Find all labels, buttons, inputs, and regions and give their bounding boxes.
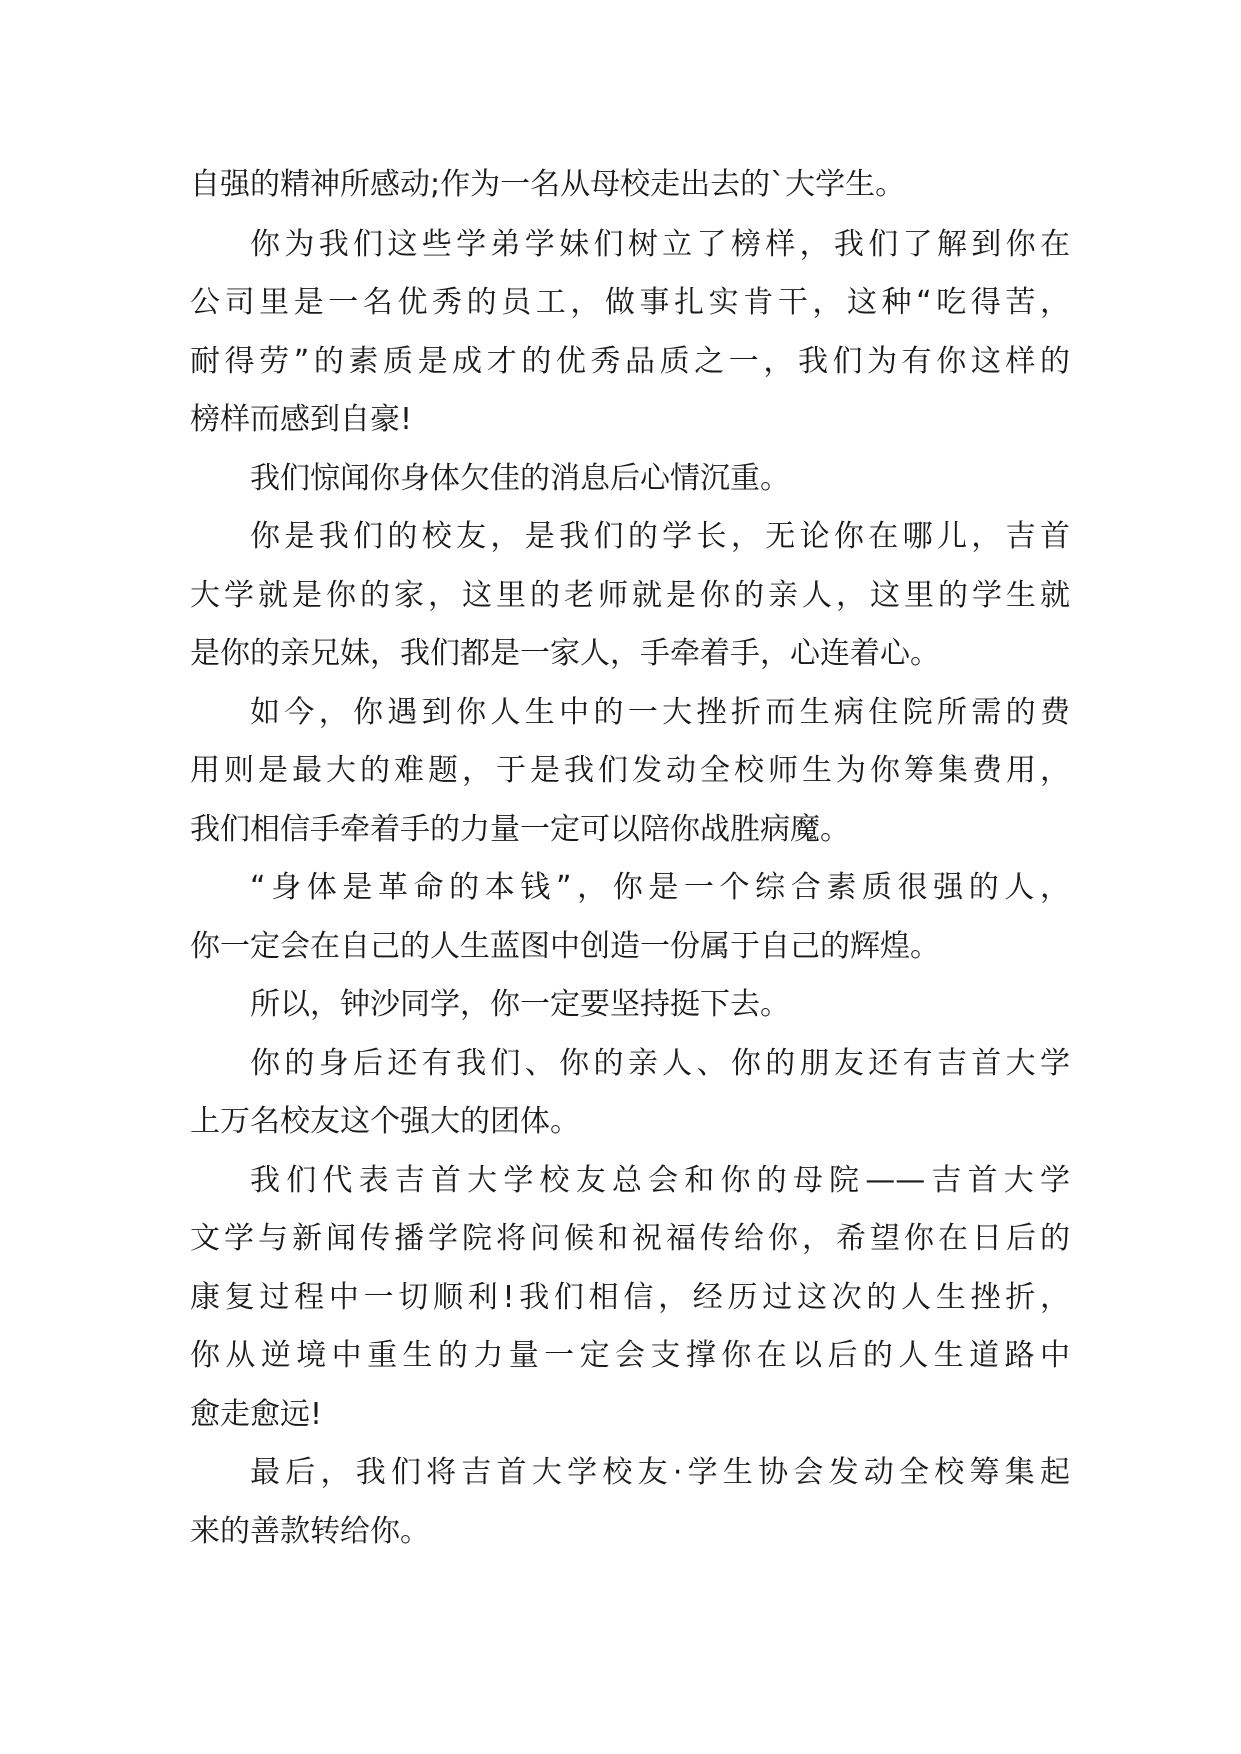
text-line: 榜样而感到自豪! bbox=[190, 402, 413, 437]
text-line: 你的身后还有我们、你的亲人、你的朋友还有吉首大学 bbox=[250, 1046, 1070, 1081]
text-line: 所以，钟沙同学，你一定要坚持挺下去。 bbox=[250, 987, 790, 1022]
text-line: 大学就是你的家，这里的老师就是你的亲人，这里的学生就 bbox=[190, 578, 1070, 613]
text-line: 公司里是一名优秀的员工，做事扎实肯干，这种“吃得苦， bbox=[190, 285, 1070, 320]
text-line: 自强的精神所感动;作为一名从母校走出去的`大学生。 bbox=[190, 167, 906, 202]
text-line: 你为我们这些学弟学妹们树立了榜样，我们了解到你在 bbox=[250, 227, 1070, 262]
text-line: 你一定会在自己的人生蓝图中创造一份属于自己的辉煌。 bbox=[190, 929, 940, 964]
text-line: 用则是最大的难题，于是我们发动全校师生为你筹集费用， bbox=[190, 753, 1070, 788]
text-line: 耐得劳”的素质是成才的优秀品质之一，我们为有你这样的 bbox=[190, 344, 1070, 379]
text-line: 文学与新闻传播学院将问候和祝福传给你，希望你在日后的 bbox=[190, 1221, 1070, 1256]
text-line: 康复过程中一切顺利!我们相信，经历过这次的人生挫折， bbox=[190, 1280, 1070, 1315]
text-line: 如今，你遇到你人生中的一大挫折而生病住院所需的费 bbox=[250, 695, 1070, 730]
text-line: 是你的亲兄妹，我们都是一家人，手牵着手，心连着心。 bbox=[190, 636, 940, 671]
text-line: 你从逆境中重生的力量一定会支撑你在以后的人生道路中 bbox=[190, 1338, 1070, 1373]
text-line: 我们代表吉首大学校友总会和你的母院——吉首大学 bbox=[250, 1163, 1070, 1198]
text-line: 愈走愈远! bbox=[190, 1397, 323, 1432]
text-line: 你是我们的校友，是我们的学长，无论你在哪儿，吉首 bbox=[250, 519, 1070, 554]
text-line: 我们相信手牵着手的力量一定可以陪你战胜病魔。 bbox=[190, 812, 850, 847]
text-line: “身体是革命的本钱”，你是一个综合素质很强的人， bbox=[250, 870, 1070, 905]
text-line: 最后，我们将吉首大学校友·学生协会发动全校筹集起 bbox=[250, 1455, 1070, 1490]
text-line: 上万名校友这个强大的团体。 bbox=[190, 1104, 580, 1139]
text-line: 来的善款转给你。 bbox=[190, 1514, 430, 1549]
text-line: 我们惊闻你身体欠佳的消息后心情沉重。 bbox=[250, 461, 790, 496]
